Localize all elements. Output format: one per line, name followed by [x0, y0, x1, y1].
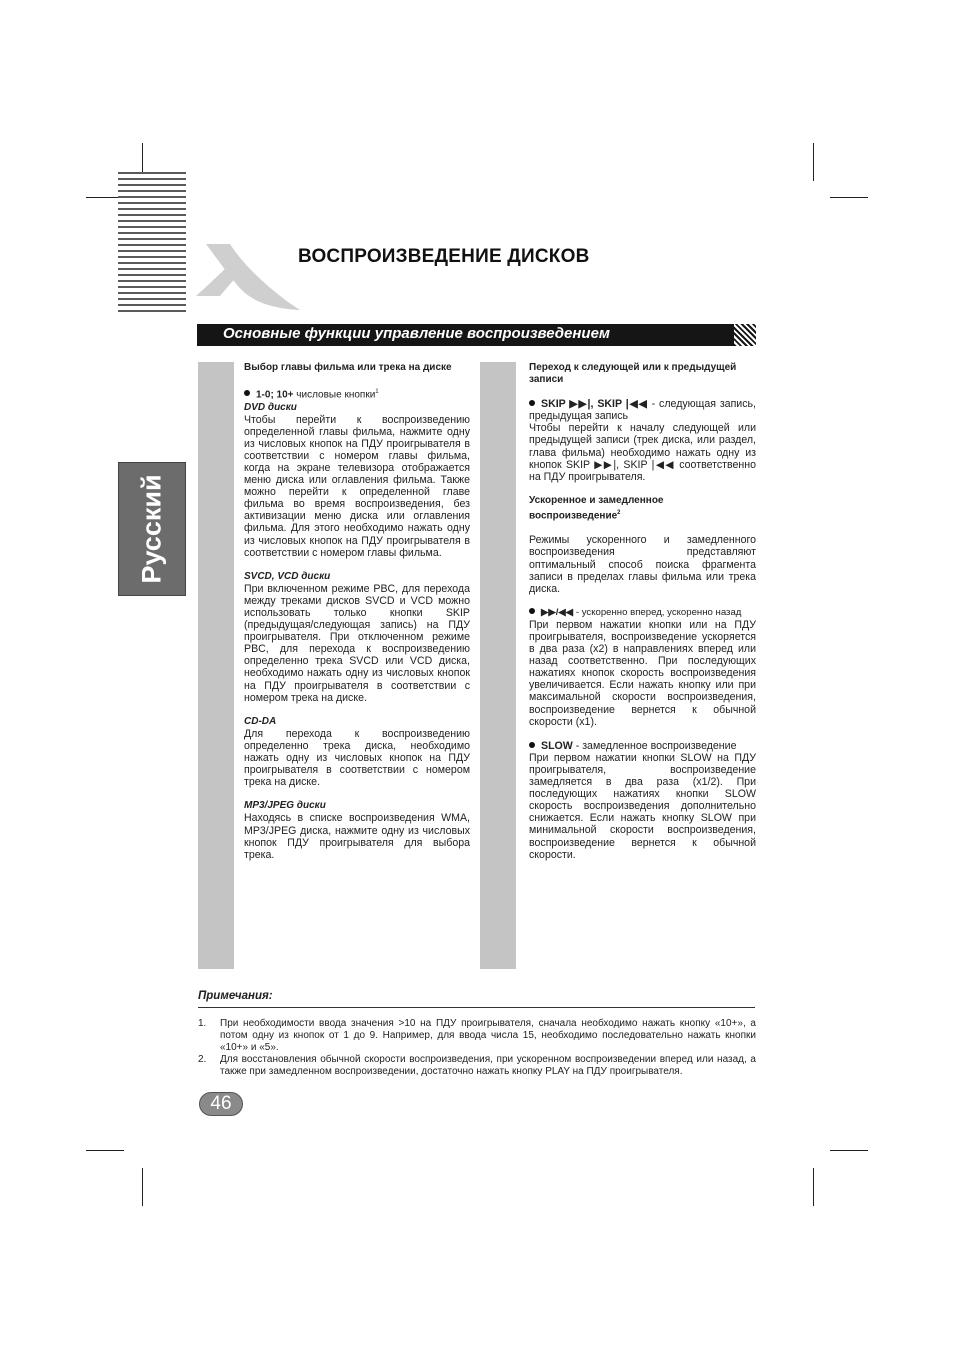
crop-mark — [142, 1168, 143, 1206]
crop-mark — [813, 143, 814, 181]
note-text: При необходимости ввода значения >10 на ПДУ проигрывателя, сначала необходимо нажать кнопку «10+», а потом одну из кнопок от 1 до 9. Например, для ввода числа 15, необходимо последовательно нажать кнопки «10+» и «5». — [220, 1018, 756, 1053]
note-item — [198, 1018, 756, 1054]
svcd-paragraph: При включенном режиме PBC, для перехода между треками дисков SVCD и VCD можно использовать только кнопки SKIP (предыдущая/следующая запись) на ПДУ проигрывателя. При отключенном режиме PBC, для перехода к воспроизведению определенно трека SVCD или VCD диска, необходимо нажать одну из числовых кнопок на ПДУ проигрывателя в соответствии с номером трека на диске. — [244, 582, 470, 704]
speed-heading: Ускоренное и замедленное воспроизведение$^2$ — [529, 494, 664, 522]
speed-paragraph: Режимы ускоренного и замедленного воспроизведения представляют оптимальный способ поиска фрагмента записи в пределах главы фильма или трека диска. — [529, 534, 756, 595]
mp3-subheading: MP3/JPEG диски — [244, 800, 326, 812]
logo-letter: X — [196, 238, 197, 239]
number-buttons-label: 1-0; 10+ — [256, 389, 294, 401]
skip-bullet: SKIP ▶▶|, SKIP |◀◀ - следующая запись, предыдущая запись — [529, 398, 756, 423]
svcd-subheading: SVCD, VCD диски — [244, 570, 331, 582]
ff-bullet: ▶▶/◀◀ - ускоренно вперед, ускоренно назад — [529, 607, 756, 619]
right-column — [529, 362, 756, 861]
section-band-title: Основные функции управление воспроизведением — [223, 325, 611, 342]
cdda-paragraph: Для перехода к воспроизведению определенно трека диска, необходимо нажать одну из числовых кнопок на ПДУ проигрывателя в соответствии с номером трека на диске. — [244, 727, 470, 789]
skip-label: SKIP ▶▶|, SKIP |◀◀ — [541, 398, 648, 411]
left-column — [244, 362, 470, 861]
right-gray-bar — [480, 362, 516, 969]
notes-title: Примечания: — [198, 990, 273, 1002]
slow-paragraph: При первом нажатии кнопки SLOW на ПДУ проигрывателя, воспроизведение замедляется в два раза (x1/2). При последующих нажатиях кнопки SLOW скорость воспроизведения дополнительно снижается. Если нажать кнопку SLOW при минимальной скорости воспроизведения, воспроизведение вернется к обычной скорости. — [529, 751, 756, 861]
skip-heading: Переход к следующей или к предыдущей записи — [529, 362, 737, 386]
skip-paragraph: Чтобы перейти к началу следующей или предыдущей записи (трек диска, или раздел, глава фильма) необходимо нажать одну из кнопок SKIP ▶▶|, SKIP |◀◀ соответственно на ПДУ проигрывателя. — [529, 422, 756, 483]
mp3-paragraph: Находясь в списке воспроизведения WMA, MP3/JPEG диска, нажмите одну из числовых кнопок ПДУ проигрывателя для выбора трека. — [244, 812, 470, 861]
slow-label: SLOW — [541, 739, 573, 752]
slow-bullet: SLOW - замедленное воспроизведение — [529, 740, 756, 752]
ff-paragraph: При первом нажатии кнопки или на ПДУ проигрывателя, воспроизведение ускоряется в два раза (x2) в направлениях вперед или назад соответственно. При последующих нажатиях кнопок скорость воспроизведения увеличивается. Если нажать кнопку или при максимальной скорости воспроизведения, воспроизведение вернется к обычной скорости (x1). — [529, 618, 756, 728]
note-number: 2. — [198, 1054, 207, 1065]
crop-mark — [86, 1150, 124, 1151]
note-item — [198, 1054, 756, 1078]
notes-divider — [198, 1007, 755, 1008]
ff-label: ▶▶/◀◀ — [541, 606, 574, 618]
crop-mark — [813, 1168, 814, 1206]
section-band — [197, 324, 737, 346]
page-title: ВОСПРОИЗВЕДЕНИЕ ДИСКОВ — [298, 246, 590, 267]
band-pattern — [734, 324, 756, 346]
crop-mark — [830, 197, 868, 198]
cdda-subheading: CD-DA — [244, 715, 277, 727]
crop-mark — [830, 1150, 868, 1151]
language-tab-label: Русский — [136, 474, 167, 584]
x-logo-icon — [196, 238, 302, 314]
dvd-subheading: DVD диски — [244, 401, 297, 413]
page-number: 46 — [199, 1092, 243, 1116]
dvd-paragraph: Чтобы перейти к воспроизведению определенной главы фильма, нажмите одну из числовых кнопок на ПДУ проигрывателя в соответствии с номером главы фильма, когда на экране телевизора отображается меню диска или оглавления фильма. Также можно перейти к определенной главе фильма во время воспроизведения, без активизации меню диска или оглавления фильма. Для этого необходимо нажать одну из числовых кнопок на ПДУ проигрывателя в соответствии с номером главы фильма. — [244, 413, 470, 559]
left-heading: Выбор главы фильма или трека на диске — [244, 362, 452, 373]
note-number: 1. — [198, 1018, 207, 1029]
language-tab — [118, 462, 186, 596]
number-buttons-bullet: 1-0; 10+ числовые кнопки$^1$ — [244, 386, 470, 401]
decorative-stripes — [118, 172, 186, 314]
left-gray-bar — [198, 362, 234, 969]
note-text: Для восстановления обычной скорости воспроизведения, при ускоренном воспроизведении вперед или назад, а также при замедленном воспроизведении, достаточно нажать кнопку PLAY на ПДУ проигрывателя. — [220, 1054, 756, 1077]
